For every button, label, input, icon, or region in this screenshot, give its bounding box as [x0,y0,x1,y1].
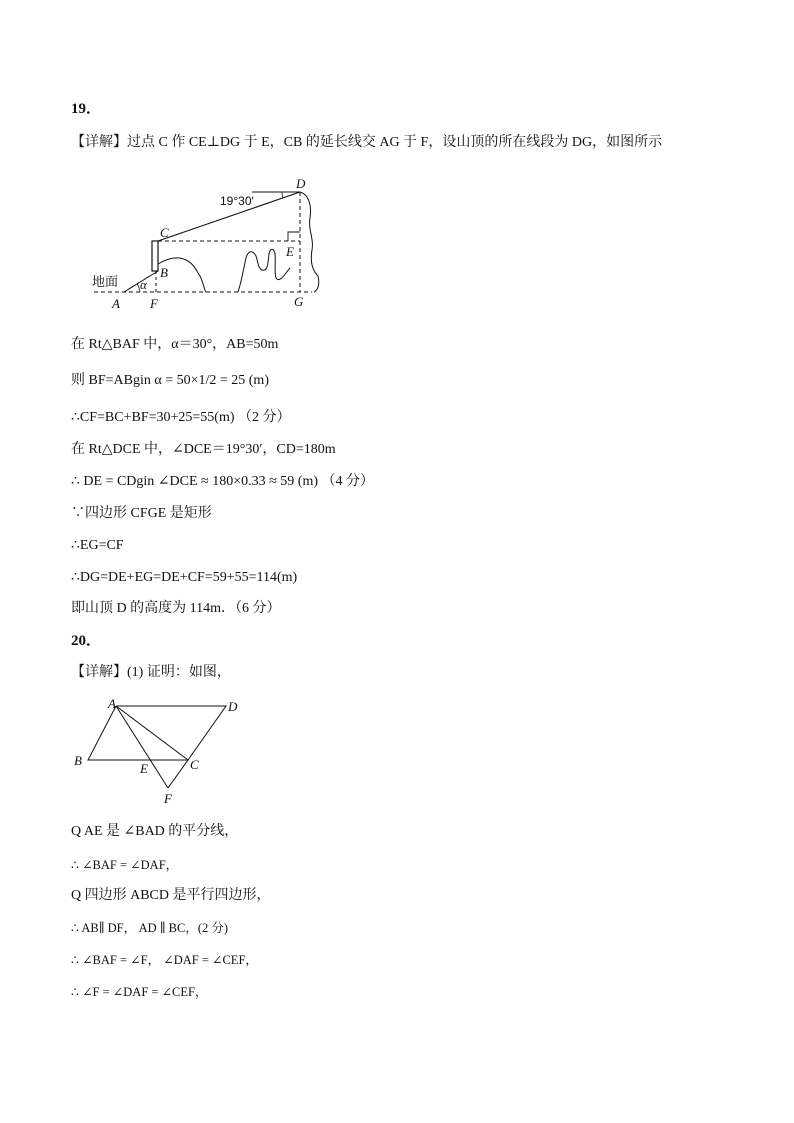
q19-label-G: G [294,294,304,309]
q19-line-10: 即山顶 D 的高度为 114m．（6 分） [71,601,281,616]
q20-label-E: E [140,761,148,776]
q19-label-F: F [150,296,158,311]
q19-label-E: E [286,244,294,259]
question-19-number: 19． [71,101,102,117]
q19-label-alpha: α [140,277,147,292]
q19-line-4: ∴CF=BC+BF=30+25=55(m) （2 分） [71,410,291,425]
q20-line-5: ∴ AB∥ DF， AD ∥ BC，(2 分) [71,921,229,935]
q19-line-7: ∵四边形 CFGE 是矩形 [71,506,212,521]
q19-label-A: A [112,296,120,311]
q19-angle-label: 19°30′ [220,194,254,208]
q20-line-3: ∴ ∠BAF = ∠DAF， [71,858,179,872]
q20-label-A: A [108,696,116,711]
q20-line-6: ∴ ∠BAF = ∠F， ∠DAF = ∠CEF， [71,953,258,967]
question-20-number: 20． [71,633,102,649]
q19-line-3: 则 BF=ABgin α = 50×1/2 = 25 (m) [71,373,269,388]
q19-figure [86,172,326,312]
q19-line-9: ∴DG=DE+EG=DE+CF=59+55=114(m) [71,570,298,585]
q20-label-D: D [228,699,238,714]
q19-line-2: 在 Rt△BAF 中，α＝30°，AB=50m [71,337,279,352]
q19-label-D: D [296,176,306,191]
q19-line-8: ∴EG=CF [71,538,124,553]
q20-line-7: ∴ ∠F = ∠DAF = ∠CEF， [71,985,208,999]
q19-line-5: 在 Rt△DCE 中，∠DCE＝19°30′，CD=180m [71,442,336,457]
q20-figure [70,696,250,808]
q19-line-6: ∴ DE = CDgin ∠DCE ≈ 180×0.33 ≈ 59 (m) （4 分） [71,474,375,489]
q20-label-F: F [164,791,172,806]
q19-label-B: B [160,265,168,280]
q20-line-4: Q 四边形 ABCD 是平行四边形， [71,888,271,903]
q19-line-1: 【详解】过点 C 作 CE⊥DG 于 E，CB 的延长线交 AG 于 F，设山顶的所在线段为 DG，如图所示 [71,135,663,150]
q20-label-B: B [74,753,82,768]
q19-ground-label: 地面 [92,275,119,290]
q20-line-2: Q AE 是 ∠BAD 的平分线， [71,824,239,839]
q20-label-C: C [190,757,199,772]
q20-line-1: 【详解】(1) 证明：如图， [71,665,231,680]
q19-label-C: C [160,225,169,240]
